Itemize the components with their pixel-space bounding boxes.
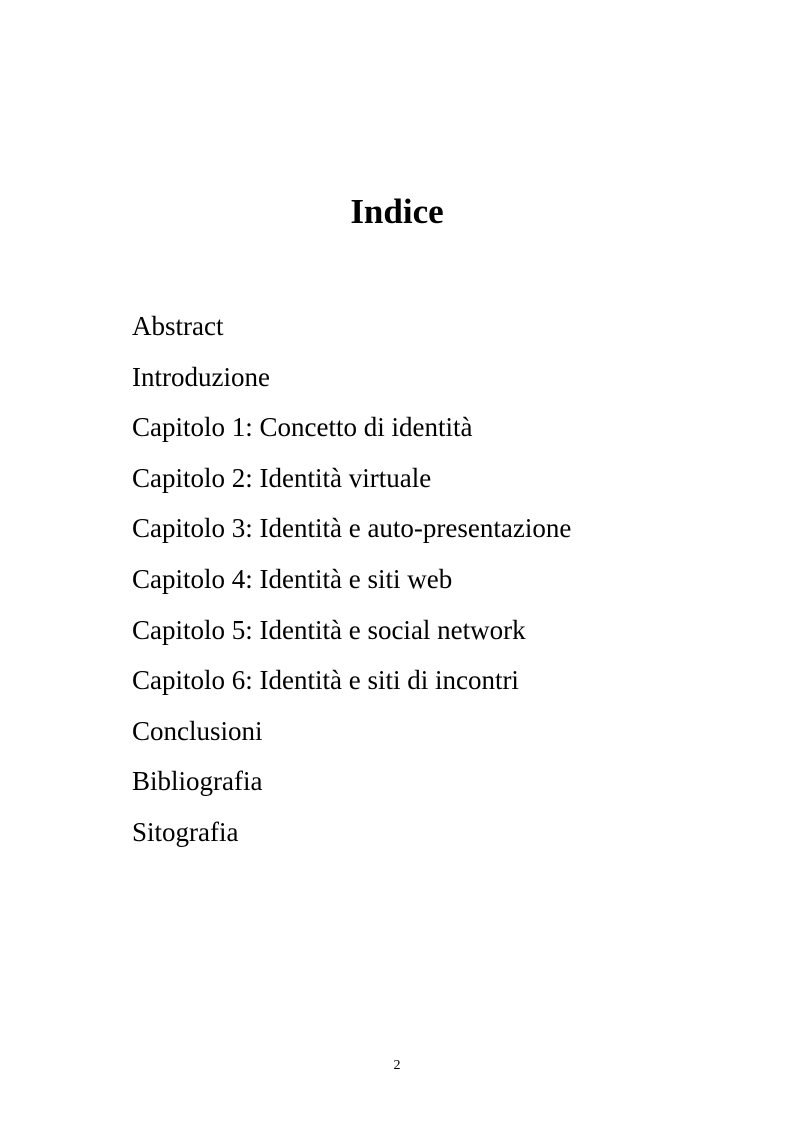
- toc-item-abstract: Abstract: [132, 311, 224, 341]
- toc-item-conclusioni: Conclusioni: [132, 715, 263, 746]
- toc-item-introduzione: Introduzione: [132, 361, 270, 392]
- toc-item-capitolo-5: Capitolo 5: Identità e social network: [132, 614, 526, 645]
- toc-item-capitolo-4: Capitolo 4: Identità e siti web: [132, 563, 453, 594]
- page-title: Indice: [350, 192, 444, 231]
- toc-item-sitografia: Sitografia: [132, 816, 239, 847]
- toc-item-capitolo-6: Capitolo 6: Identità e siti di incontri: [132, 665, 519, 696]
- toc-item-bibliografia: Bibliografia: [132, 766, 263, 797]
- toc-item-capitolo-1: Capitolo 1: Concetto di identità: [132, 412, 473, 443]
- page-number: 2: [393, 1058, 401, 1073]
- table-of-contents: [132, 301, 571, 858]
- toc-item-capitolo-2: Capitolo 2: Identità virtuale: [132, 462, 432, 493]
- toc-item-capitolo-3: Capitolo 3: Identità e auto-presentazione: [132, 513, 572, 544]
